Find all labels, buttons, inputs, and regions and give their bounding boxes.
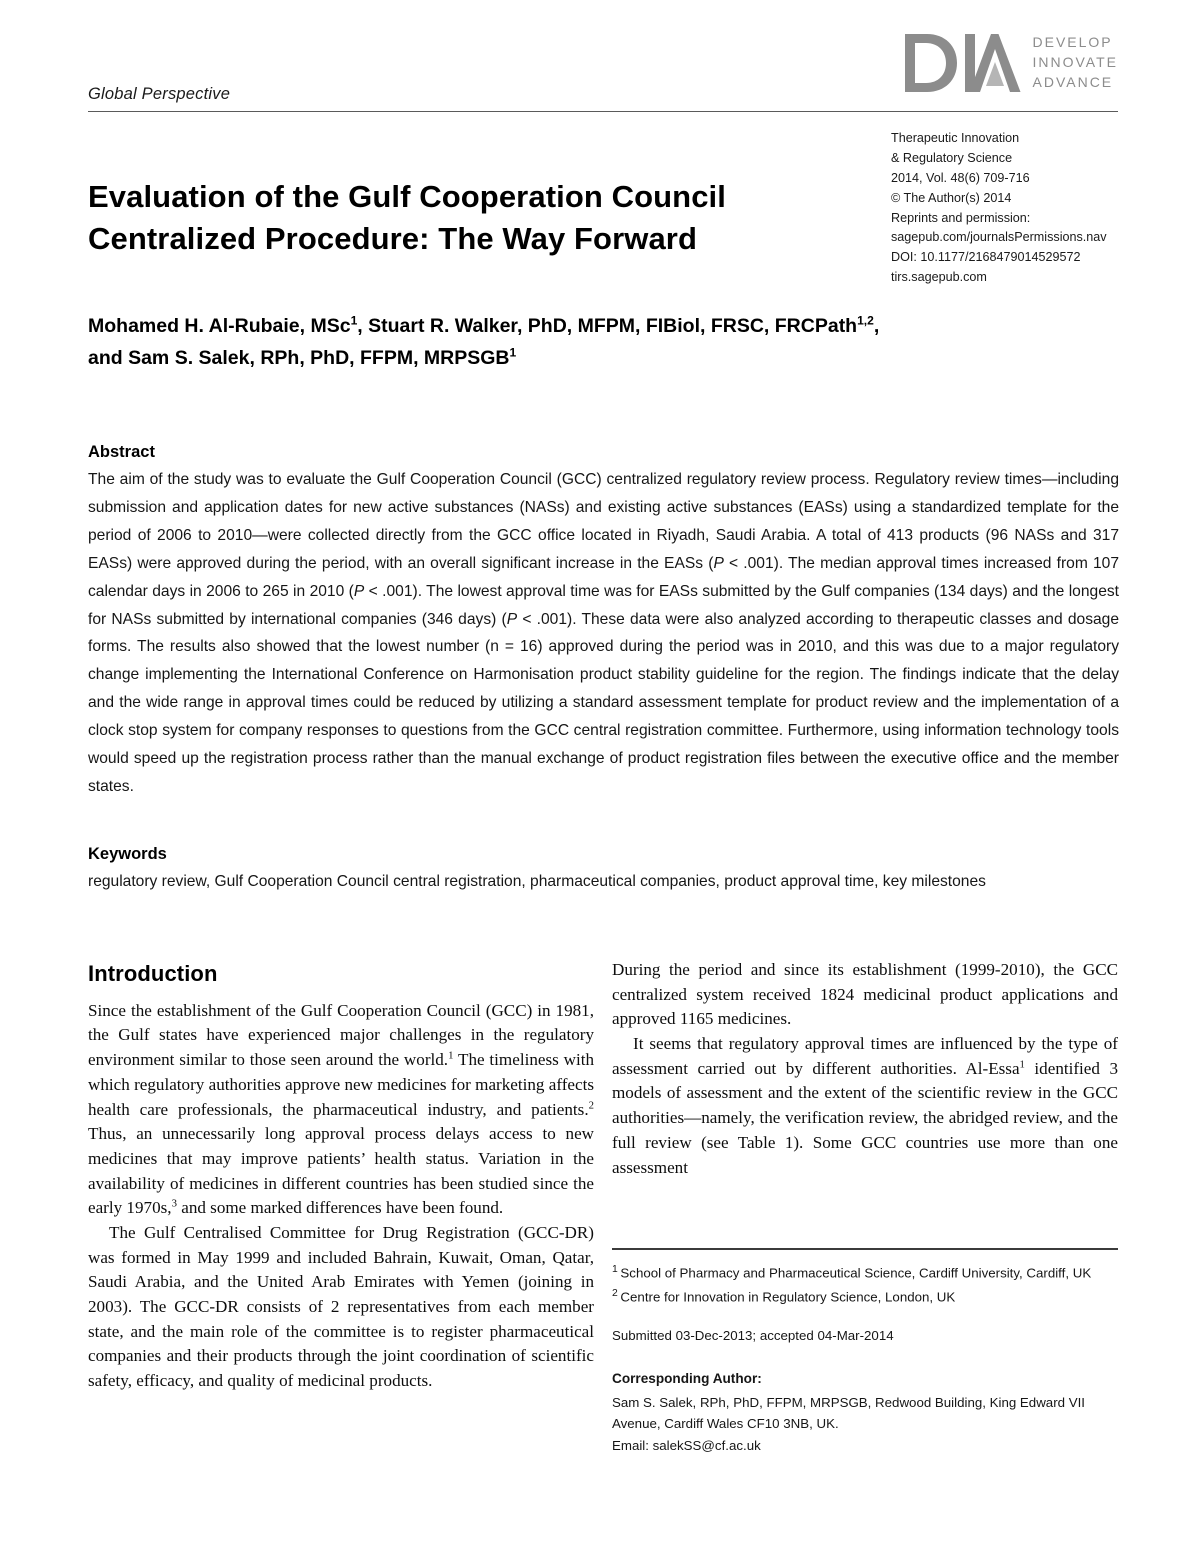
dia-wordmark-icon [901, 28, 1021, 98]
page-title [88, 176, 848, 260]
introduction-heading: Introduction [88, 961, 218, 986]
journal-name-line-1: Therapeutic Innovation [891, 131, 1020, 145]
journal-volume-issue-pages: 2014, Vol. 48(6) 709-716 [891, 170, 1030, 185]
body-column-right [612, 958, 1118, 1180]
header-divider [88, 111, 1118, 112]
dia-tagline [1033, 28, 1119, 92]
affiliation-2: $^2$ Centre for Innovation in Regulatory Science, London, UK [612, 1287, 956, 1305]
intro-paragraph-2: The Gulf Centralised Committee for Drug Registration (GCC-DR) was formed in May 1999 and included Bahrain, Kuwait, Oman, Qatar, Saudi Arabia, and the United Arab Emirates with Yemen (joining in 2003). The GCC-DR consists of 2 representatives from each member state, and the main role of the committee is to register pharmaceutical companies and their products through the joint coordination of scientific safety, efficacy, and quality of medicinal products. [88, 1222, 594, 1391]
footnote-divider [612, 1248, 1118, 1250]
abstract-heading: Abstract [88, 443, 155, 461]
dia-tagline-line-2: INNOVATE [1032, 54, 1118, 71]
journal-doi: DOI: 10.1177/2168479014529572 [891, 250, 1081, 265]
title-line-1: Evaluation of the Gulf Cooperation Council [88, 178, 726, 214]
dia-logo [901, 28, 1119, 98]
title-line-2: Centralized Procedure: The Way Forward [88, 220, 697, 256]
journal-name-line-2: & Regulatory Science [891, 150, 1013, 165]
footnote-block [612, 1262, 1120, 1456]
submission-dates: Submitted 03-Dec-2013; accepted 04-Mar-2014 [612, 1328, 894, 1344]
intro-paragraph-1: Since the establishment of the Gulf Cooperation Council (GCC) in 1981, the Gulf states have experienced major challenges in the regulatory environment similar to those seen around the world.$^1$ The timeliness with which regulatory authorities approve new medicines for marketing affects health care professionals, the pharmaceutical industry, and patients.$^2$ Thus, an unnecessarily long approval process delays access to new medicines that may improve patients’ health status. Variation in the availability of medicines in different countries has been studied since the early 1970s,$^3$ and some marked differences have been found. [88, 1000, 594, 1218]
corresponding-author-email[interactable]: Email: salekSS@cf.ac.uk [612, 1438, 761, 1454]
corresponding-author-heading: Corresponding Author: [612, 1371, 762, 1387]
running-head: Global Perspective [88, 85, 231, 103]
intro-paragraph-3: During the period and since its establishment (1999-2010), the GCC centralized system received 1824 medicinal product applications and approved 1165 medicines. [612, 960, 1118, 1029]
keywords-body: regulatory review, Gulf Cooperation Council central registration, pharmaceutical companies, product approval time, key milestones [88, 873, 986, 890]
dia-tagline-line-1: DEVELOP [1032, 34, 1113, 50]
journal-copyright: © The Author(s) 2014 [891, 190, 1012, 205]
corresponding-author-address: Sam S. Salek, RPh, PhD, FFPM, MRPSGB, Redwood Building, King Edward VII Avenue, Cardiff Wales CF10 3NB, UK. [612, 1395, 1085, 1432]
affiliation-1: $^1$ School of Pharmacy and Pharmaceutical Science, Cardiff University, Cardiff, UK [612, 1264, 1092, 1281]
abstract-body: The aim of the study was to evaluate the Gulf Cooperation Council (GCC) centralized regulatory review process. Regulatory review times—including submission and application dates for new active substances (NASs) and existing active substances (EASs) using a standardized template for the period of 2006 to 2010—were collected directly from the GCC office located in Riyadh, Saudi Arabia. A total of 413 products (96 NASs and 317 EASs) were approved during the period, with an overall significant increase in the EASs (P < .001). The median approval times increased from 107 calendar days in 2006 to 265 in 2010 (P < .001). The lowest approval time was for EASs submitted by the Gulf companies (134 days) and the longest for NASs submitted by international companies (346 days) (P < .001). These data were also analyzed according to therapeutic classes and dosage forms. The results also showed that the lowest number (n = 16) approved during the period was in 2010, and this was due to a major regulatory change implementing the International Conference on Harmonisation product stability guideline for the region. The findings indicate that the delay and the wide range in approval times could be reduced by utilizing a standard assessment template for product review and the implementation of a clock stop system for company responses to questions from the GCC central registration committee. Furthermore, using information technology tools would speed up the registration process rather than the manual exchange of product registration files between the executive office and the member states. [88, 471, 1120, 795]
keywords-heading: Keywords [88, 845, 167, 863]
intro-paragraph-4: It seems that regulatory approval times are influenced by the type of assessment carried out by different authorities. Al-Essa$^1$ identified 3 models of assessment and the extent of the scientific review in the GCC authorities—namely, the verification review, the abridged review, and the full review (see Table 1). Some GCC countries use more than one assessment [612, 1034, 1118, 1177]
author-list: Mohamed H. Al-Rubaie, MSc$^1$, Stuart R. Walker, PhD, MFPM, FIBiol, FRSC, FRCPath$^{1,2}$, and Sam S. Salek, RPh, PhD, FFPM, MRPSGB$^1$ [88, 313, 880, 369]
journal-reprints-label: Reprints and permission: [891, 210, 1031, 225]
dia-tagline-line-3: ADVANCE [1032, 74, 1114, 91]
journal-permissions-url: sagepub.com/journalsPermissions.nav [891, 230, 1107, 245]
journal-metadata [891, 129, 1126, 288]
body-column-left [88, 958, 594, 1394]
journal-homepage-url: tirs.sagepub.com [891, 270, 987, 285]
